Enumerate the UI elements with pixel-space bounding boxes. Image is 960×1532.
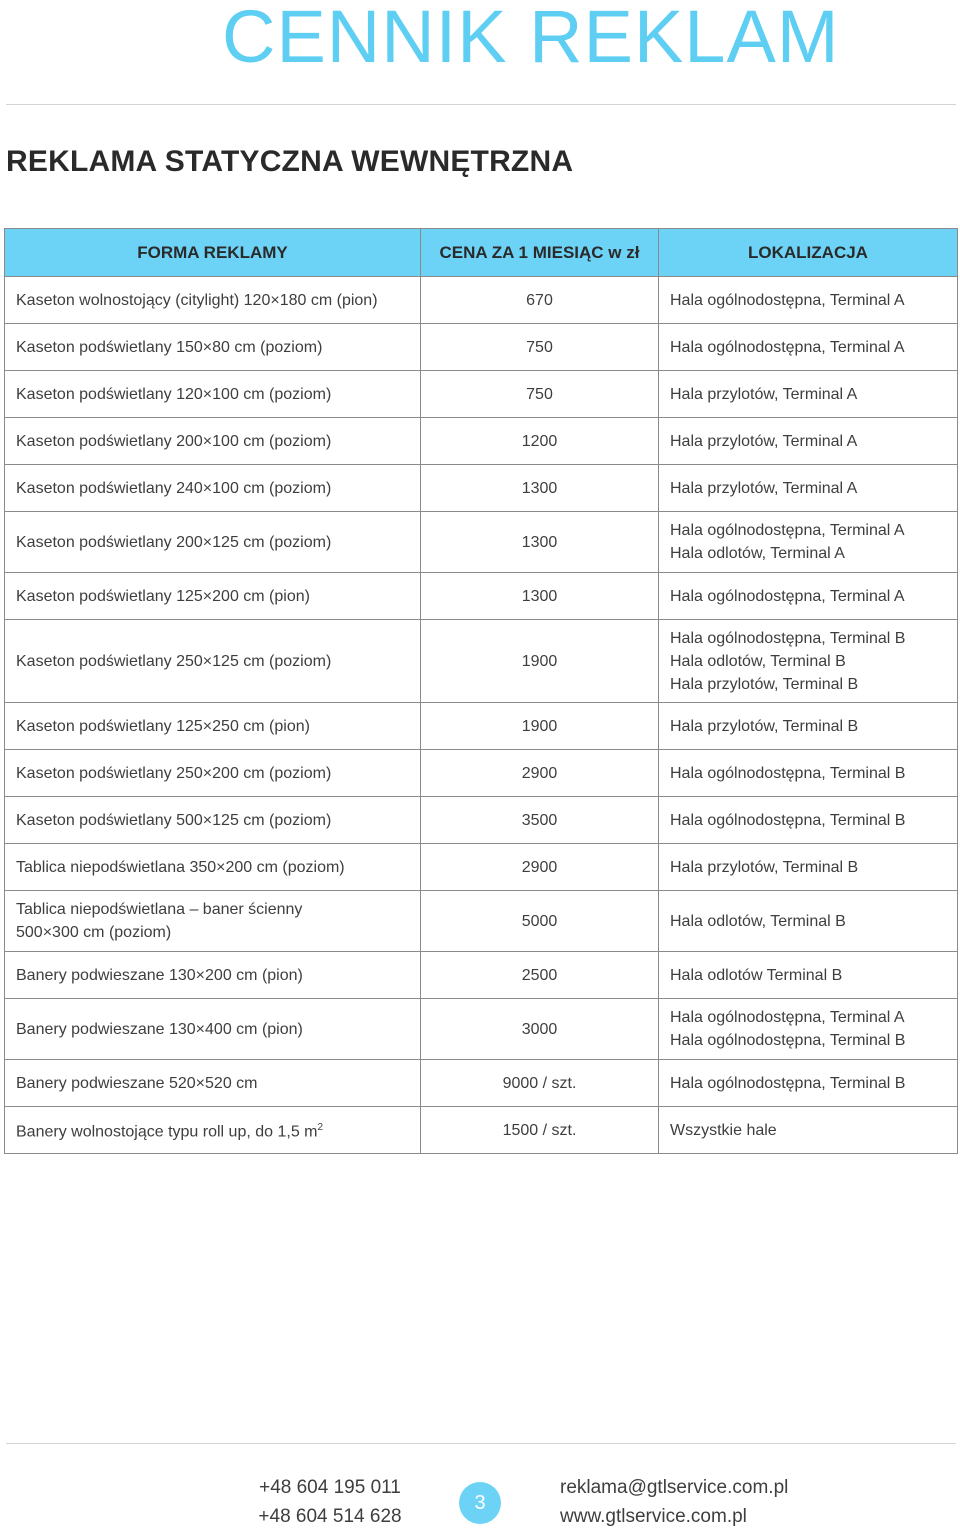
form-text: Banery wolnostojące typu roll up, do 1,5 m — [16, 1123, 318, 1141]
cell-form — [5, 371, 421, 418]
location-text: Hala przylotów, Terminal A — [670, 432, 858, 450]
cell-price: 3500 — [421, 797, 659, 844]
cell-price: 1200 — [421, 418, 659, 465]
form-text: Kaseton podświetlany 250×200 cm (poziom) — [16, 764, 332, 782]
cell-price: 750 — [421, 371, 659, 418]
cell-location — [659, 620, 958, 703]
location-text: Hala odlotów Terminal B — [670, 966, 843, 984]
table-row — [5, 573, 958, 620]
cell-form — [5, 277, 421, 324]
form-text: Kaseton podświetlany 125×250 cm (pion) — [16, 717, 310, 735]
cell-location — [659, 418, 958, 465]
cell-form — [5, 891, 421, 952]
cell-location — [659, 797, 958, 844]
column-header-form: FORMA REKLAMY — [5, 229, 421, 277]
cell-location — [659, 891, 958, 952]
table-row — [5, 844, 958, 891]
table-row — [5, 952, 958, 999]
cell-location — [659, 573, 958, 620]
location-text: Hala przylotów, Terminal B — [670, 717, 859, 735]
table-row — [5, 277, 958, 324]
cell-form — [5, 465, 421, 512]
form-text: Kaseton podświetlany 200×125 cm (poziom) — [16, 533, 332, 551]
cell-price: 750 — [421, 324, 659, 371]
cell-price: 1500 / szt. — [421, 1107, 659, 1154]
price-table — [4, 228, 958, 1154]
cell-price: 1900 — [421, 620, 659, 703]
cell-form — [5, 418, 421, 465]
table-row — [5, 371, 958, 418]
table-row — [5, 797, 958, 844]
cell-location — [659, 277, 958, 324]
section-title: REKLAMA STATYCZNA WEWNĘTRZNA — [6, 145, 574, 178]
location-text: Hala ogólnodostępna, Terminal B — [670, 629, 906, 647]
form-text: Banery podwieszane 130×400 cm (pion) — [16, 1020, 303, 1038]
cell-location — [659, 465, 958, 512]
cell-location — [659, 750, 958, 797]
form-text: Kaseton wolnostojący (citylight) 120×180 cm (pion) — [16, 291, 378, 309]
superscript-exponent: 2 — [317, 1122, 324, 1134]
cell-location — [659, 952, 958, 999]
cell-price: 2500 — [421, 952, 659, 999]
cell-price: 2900 — [421, 750, 659, 797]
cell-form — [5, 844, 421, 891]
cell-price: 1300 — [421, 573, 659, 620]
cell-form — [5, 797, 421, 844]
form-text: Tablica niepodświetlana – baner ścienny — [16, 901, 303, 918]
phone-number-2[interactable]: +48 604 514 628 — [258, 1506, 402, 1527]
form-text: Kaseton podświetlany 240×100 cm (poziom) — [16, 479, 332, 497]
form-text: Kaseton podświetlany 150×80 cm (poziom) — [16, 338, 323, 356]
table-row — [5, 512, 958, 573]
form-text: Kaseton podświetlany 250×125 cm (poziom) — [16, 652, 332, 670]
table-row — [5, 1107, 958, 1154]
cell-form — [5, 952, 421, 999]
table-row — [5, 465, 958, 512]
cell-form — [5, 620, 421, 703]
location-text: Hala przylotów, Terminal B — [670, 675, 859, 693]
table-row — [5, 324, 958, 371]
column-header-price: CENA ZA 1 MIESIĄC w zł — [421, 229, 659, 277]
location-text: Hala ogólnodostępna, Terminal A — [670, 291, 905, 309]
location-text: Hala odlotów, Terminal B — [670, 652, 846, 670]
footer-divider — [6, 1443, 956, 1444]
location-text: Hala ogólnodostępna, Terminal B — [670, 764, 906, 782]
location-text: Hala ogólnodostępna, Terminal A — [670, 338, 905, 356]
cell-price: 5000 — [421, 891, 659, 952]
location-text: Hala ogólnodostępna, Terminal A — [670, 587, 905, 605]
form-text: Banery podwieszane 130×200 cm (pion) — [16, 966, 303, 984]
location-text: Hala ogólnodostępna, Terminal A — [670, 522, 905, 539]
table-row — [5, 418, 958, 465]
cell-price: 1300 — [421, 465, 659, 512]
location-text: Hala ogólnodostępna, Terminal B — [670, 1074, 906, 1092]
location-text: Hala ogólnodostępna, Terminal A — [670, 1009, 905, 1026]
form-text: Tablica niepodświetlana 350×200 cm (poziom) — [16, 858, 345, 876]
cell-location — [659, 844, 958, 891]
location-text: Hala ogólnodostępna, Terminal B — [670, 811, 906, 829]
cell-form — [5, 1060, 421, 1107]
table-row — [5, 703, 958, 750]
cell-price: 670 — [421, 277, 659, 324]
page-number-badge: 3 — [459, 1482, 501, 1524]
form-text: 500×300 cm (poziom) — [16, 924, 172, 941]
location-text: Hala ogólnodostępna, Terminal B — [670, 1032, 906, 1049]
location-text: Hala przylotów, Terminal A — [670, 385, 858, 403]
cell-location — [659, 999, 958, 1060]
cell-price: 3000 — [421, 999, 659, 1060]
table-row — [5, 750, 958, 797]
cell-form — [5, 999, 421, 1060]
table-row — [5, 620, 958, 703]
cell-form — [5, 750, 421, 797]
title-divider — [6, 104, 956, 105]
cell-form — [5, 512, 421, 573]
cell-location — [659, 512, 958, 573]
location-text: Hala przylotów, Terminal B — [670, 858, 859, 876]
cell-price: 2900 — [421, 844, 659, 891]
email-link[interactable]: reklama@gtlservice.com.pl — [560, 1477, 789, 1498]
form-text: Kaseton podświetlany 120×100 cm (poziom) — [16, 385, 332, 403]
form-text: Kaseton podświetlany 200×100 cm (poziom) — [16, 432, 332, 450]
table-row — [5, 891, 958, 952]
website-link[interactable]: www.gtlservice.com.pl — [560, 1506, 747, 1527]
cell-price: 9000 / szt. — [421, 1060, 659, 1107]
location-text: Wszystkie hale — [670, 1121, 777, 1139]
cell-location — [659, 1060, 958, 1107]
location-text: Hala odlotów, Terminal B — [670, 912, 846, 930]
table-row — [5, 999, 958, 1060]
cell-form — [5, 324, 421, 371]
cell-location — [659, 324, 958, 371]
location-text: Hala przylotów, Terminal A — [670, 479, 858, 497]
location-text: Hala odlotów, Terminal A — [670, 545, 845, 562]
column-header-location: LOKALIZACJA — [659, 229, 958, 277]
cell-location — [659, 1107, 958, 1154]
cell-price: 1900 — [421, 703, 659, 750]
cell-form — [5, 1107, 421, 1154]
form-text: Kaseton podświetlany 500×125 cm (poziom) — [16, 811, 332, 829]
cell-form — [5, 703, 421, 750]
table-row — [5, 1060, 958, 1107]
form-text: Banery podwieszane 520×520 cm — [16, 1074, 258, 1092]
cell-location — [659, 703, 958, 750]
page-title: CENNIK REKLAM — [222, 0, 840, 78]
table-header-row — [5, 229, 958, 277]
cell-location — [659, 371, 958, 418]
cell-form — [5, 573, 421, 620]
cell-price: 1300 — [421, 512, 659, 573]
phone-number-1[interactable]: +48 604 195 011 — [259, 1477, 401, 1498]
form-text: Kaseton podświetlany 125×200 cm (pion) — [16, 587, 310, 605]
